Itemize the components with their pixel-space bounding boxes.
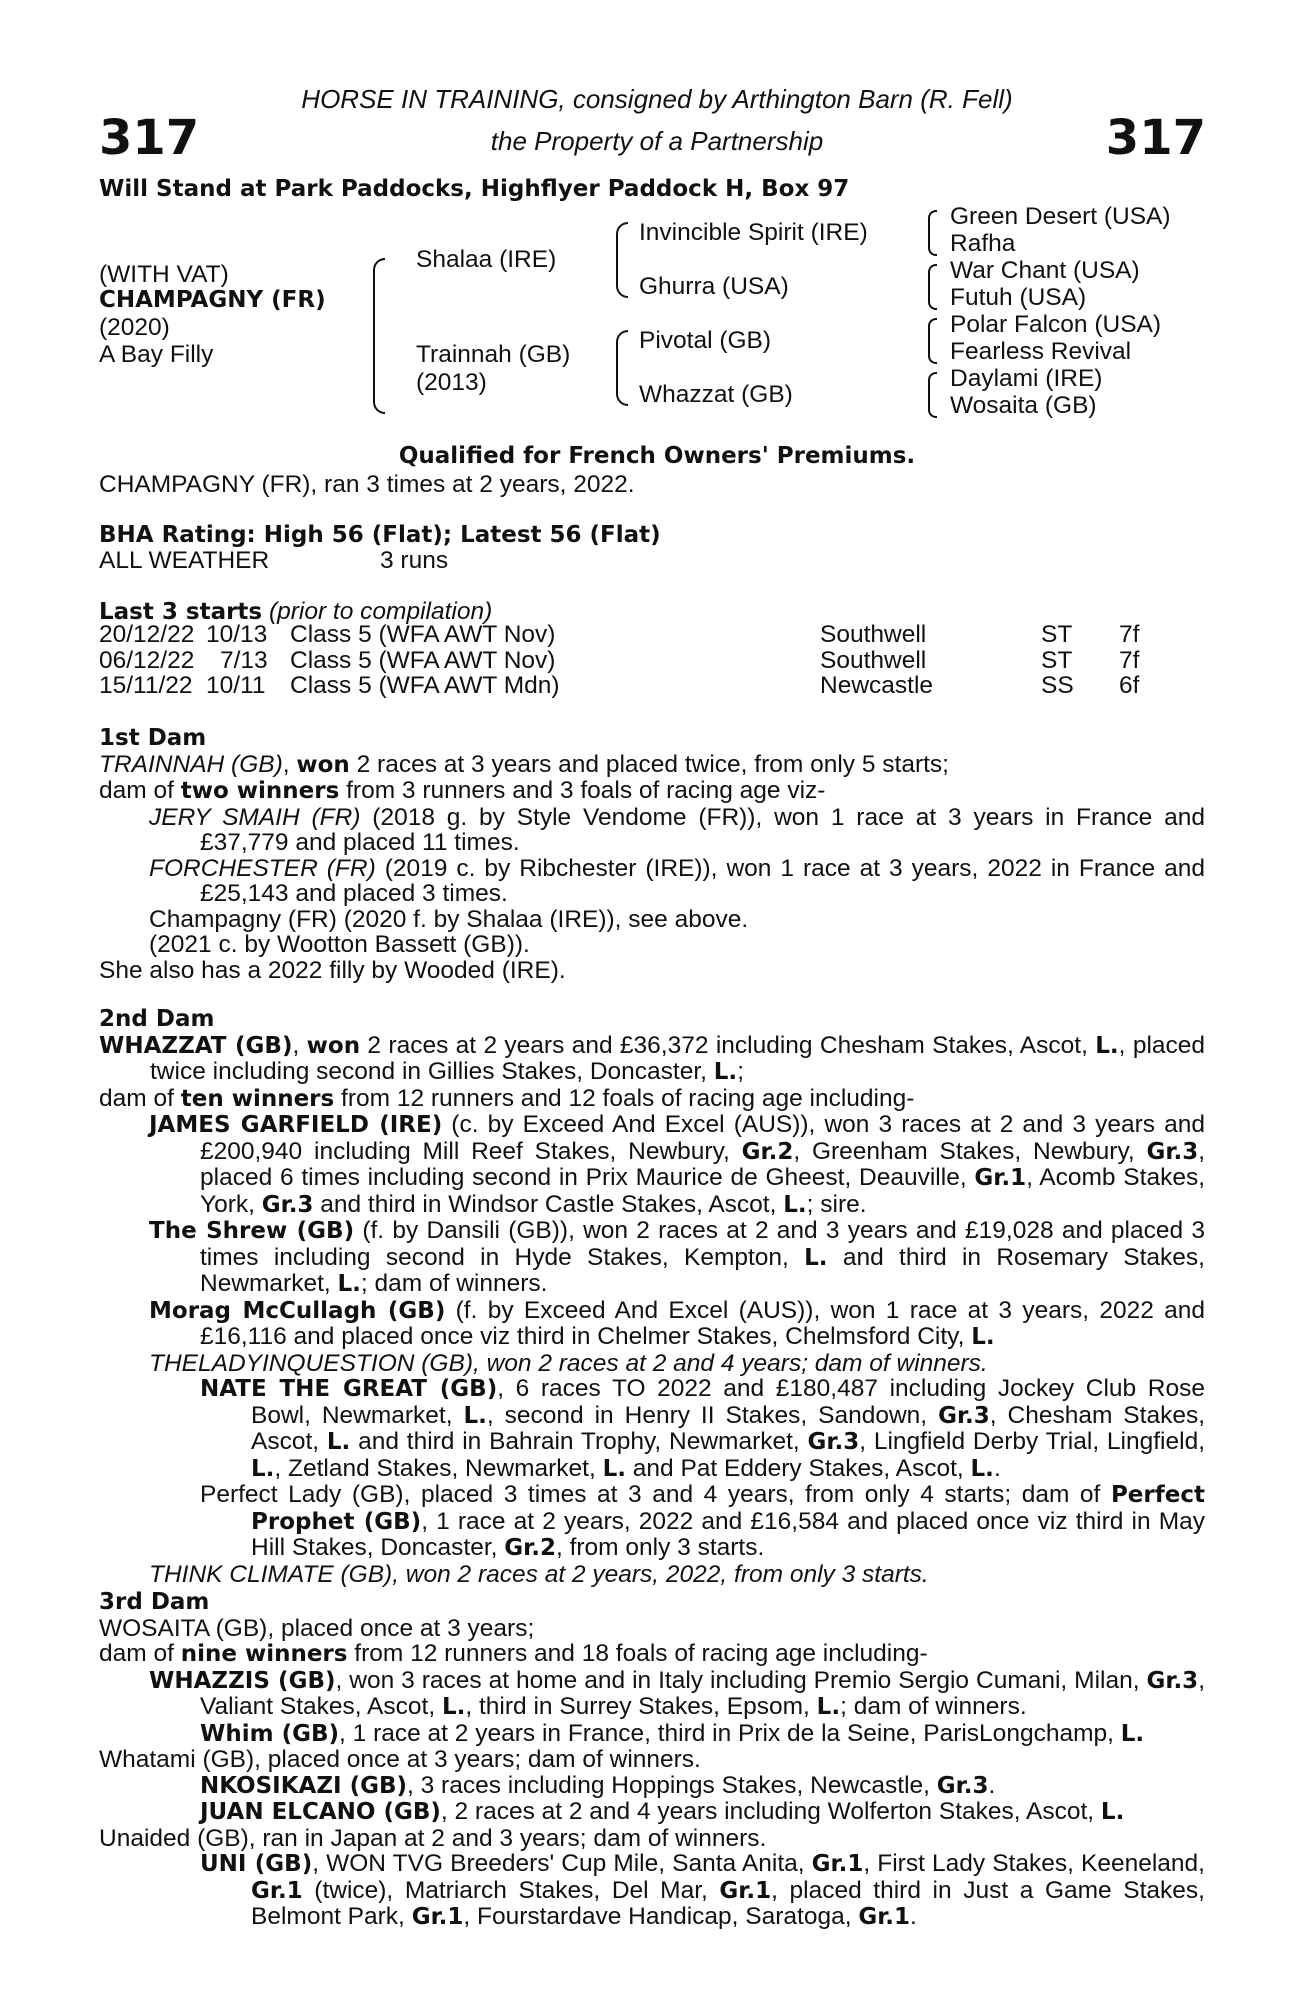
race-summary: CHAMPAGNY (FR), ran 3 times at 2 years, 2022. (99, 471, 635, 498)
horse-name: CHAMPAGNY (FR) (99, 287, 326, 313)
dam-produce-summary: dam of two winners from 3 runners and 3 foals of racing age viz- (99, 777, 826, 804)
list-item: UNI (GB), WON TVG Breeders' Cup Mile, Santa Anita, Gr.1, First Lady Stakes, Keeneland, Gr.1 (twice), Matriarch Stakes, Del Mar, Gr.1, placed third in Just a Game Stakes, Belmont Park, Gr.1, Fourstardave Handicap, Saratoga, Gr.1. (200, 1850, 1205, 1930)
brace-g4 (928, 372, 937, 418)
first-dam-section (99, 726, 1205, 983)
brace-g1 (928, 210, 937, 256)
granddam-1: Rafha (950, 230, 1016, 257)
list-item: Whim (GB), 1 race at 2 years in France, third in Prix de la Seine, ParisLongchamp, L. (200, 1719, 1145, 1747)
dam-sire: Pivotal (GB) (639, 327, 772, 354)
sire-name: Shalaa (IRE) (416, 246, 557, 273)
surface-label: ALL WEATHER (99, 547, 270, 574)
list-item: THINK CLIMATE (GB), won 2 races at 2 years, 2022, from only 3 starts. (149, 1560, 929, 1588)
lot-number-left: 317 (99, 110, 200, 166)
dam-record: TRAINNAH (GB), won 2 races at 3 years and placed twice, from only 5 starts; (99, 750, 949, 778)
sire-dam: Ghurra (USA) (639, 273, 789, 300)
brace-g2 (928, 264, 937, 310)
horse-description: A Bay Filly (99, 341, 214, 368)
table-row: 15/11/22 10/11 Class 5 (WFA AWT Mdn) Newcastle SS 6f (99, 672, 1140, 699)
lot-number-right: 317 (1105, 110, 1206, 166)
dam-record: WHAZZAT (GB), won 2 races at 2 years and £36,372 including Chesham Stakes, Ascot, L., placed twice including second in Gillies Stakes, Doncaster, L.; (99, 1031, 1206, 1085)
list-item: FORCHESTER (FR) (2019 c. by Ribchester (IRE)), won 1 race at 3 years, 2022 in France and £25,143 and placed 3 times. (149, 854, 1205, 907)
granddam-2: Futuh (USA) (950, 284, 1087, 311)
second-dam-section (99, 1007, 1205, 1587)
list-item: (2021 c. by Wootton Bassett (GB)). (149, 931, 530, 958)
list-item: NATE THE GREAT (GB), 6 races TO 2022 and £180,487 including Jockey Club Rose Bowl, Newmarket, L., second in Henry II Stakes, Sandown, Gr.3, Chesham Stakes, Ascot, L. and third in Bahrain Trophy, Newmarket, Gr.3, Lingfield Derby Trial, Lingfield, L., Zetland Stakes, Newmarket, L. and Pat Eddery Stakes, Ascot, L.. (200, 1375, 1206, 1482)
sire-sire: Invincible Spirit (IRE) (639, 219, 868, 246)
section-heading: 1st Dam (99, 725, 207, 751)
list-item: The Shrew (GB) (f. by Dansili (GB)), won 2 races at 2 and 3 years and £19,028 and placed 3 times including second in Hyde Stakes, Kempton, L. and third in Rosemary Stakes, Newmarket, L.; dam of winners. (149, 1217, 1205, 1297)
list-item: JUAN ELCANO (GB), 2 races at 2 and 4 years including Wolferton Stakes, Ascot, L. (200, 1798, 1125, 1825)
dam-name: Trainnah (GB) (416, 341, 571, 368)
dam-brace (616, 330, 628, 406)
list-item: Perfect Lady (GB), placed 3 times at 3 and 4 years, from only 4 starts; dam of Perfect Prophet (GB), 1 race at 2 years, 2022 and £16,584 and placed once viz third in May Hill Stakes, Doncaster, Gr.2, from only 3 starts. (200, 1481, 1206, 1561)
dam-produce-summary: dam of ten winners from 12 runners and 12 foals of racing age including- (99, 1084, 915, 1112)
grandsire-4: Daylami (IRE) (950, 365, 1103, 392)
section-heading: 2nd Dam (99, 1006, 215, 1032)
third-dam-section (99, 1590, 1205, 1931)
list-item: WHAZZIS (GB), won 3 races at home and in Italy including Premio Sergio Cumani, Milan, Gr.3, Valiant Stakes, Ascot, L., third in Surrey Stakes, Epsom, L.; dam of winners. (149, 1666, 1205, 1720)
list-item: THELADYINQUESTION (GB), won 2 races at 2 and 4 years; dam of winners. (149, 1349, 988, 1377)
property-line: the Property of a Partnership (490, 126, 824, 156)
bha-rating: BHA Rating: High 56 (Flat); Latest 56 (Flat) (99, 522, 661, 548)
grandsire-2: War Chant (USA) (950, 257, 1140, 284)
horse-year: (2020) (99, 314, 170, 341)
pedigree-brace (373, 258, 385, 414)
dam-produce-summary: dam of nine winners from 12 runners and 18 foals of racing age including- (99, 1640, 928, 1667)
sire-brace (616, 222, 628, 298)
brace-g3 (928, 318, 937, 364)
dam-dam: Whazzat (GB) (639, 381, 793, 408)
list-item: Champagny (FR) (2020 f. by Shalaa (IRE)), see above. (149, 905, 749, 933)
section-heading: 3rd Dam (99, 1589, 210, 1615)
list-item: NKOSIKAZI (GB), 3 races including Hoppings Stakes, Newcastle, Gr.3. (200, 1771, 996, 1799)
list-item: Whatami (GB), placed once at 3 years; dam of winners. (99, 1746, 701, 1773)
list-item: JAMES GARFIELD (IRE) (c. by Exceed And Excel (AUS)), won 3 races at 2 and 3 years and £200,940 including Mill Reef Stakes, Newbury, Gr.2, Greenham Stakes, Newbury, Gr.3, placed 6 times including second in Prix Maurice de Gheest, Deauville, Gr.1, Acomb Stakes, York, Gr.3 and third in Windsor Castle Stakes, Ascot, L.; sire. (149, 1111, 1206, 1218)
list-item: Unaided (GB), ran in Japan at 2 and 3 years; dam of winners. (99, 1824, 767, 1852)
last-starts-table (99, 622, 1209, 699)
granddam-3: Fearless Revival (950, 338, 1132, 365)
list-item: JERY SMAIH (FR) (2018 g. by Style Vendome (FR)), won 1 race at 3 years in France and £37,779 and placed 11 times. (149, 803, 1205, 856)
grandsire-1: Green Desert (USA) (950, 203, 1171, 230)
last-starts-heading: Last 3 starts (prior to compilation) (99, 598, 493, 625)
list-item: She also has a 2022 filly by Wooded (IRE). (99, 956, 566, 984)
consignor-line: HORSE IN TRAINING, consigned by Arthington Barn (R. Fell) (301, 84, 1013, 114)
vat-status: (WITH VAT) (99, 261, 229, 288)
grandsire-3: Polar Falcon (USA) (950, 311, 1162, 338)
granddam-4: Wosaita (GB) (950, 392, 1097, 419)
dam-year: (2013) (416, 369, 487, 396)
table-row: 06/12/22 7/13 Class 5 (WFA AWT Nov) Southwell ST 7f (99, 646, 1140, 674)
list-item: Morag McCullagh (GB) (f. by Exceed And Excel (AUS)), won 1 race at 3 years, 2022 and £16,116 and placed once viz third in Chelmer Stakes, Chelmsford City, L. (149, 1296, 1205, 1350)
surface-runs: 3 runs (380, 547, 449, 574)
stabling-location: Will Stand at Park Paddocks, Highflyer Paddock H, Box 97 (99, 176, 850, 202)
premium-qualification: Qualified for French Owners' Premiums. (398, 443, 916, 469)
dam-record: WOSAITA (GB), placed once at 3 years; (99, 1614, 535, 1642)
table-row: 20/12/22 10/13 Class 5 (WFA AWT Nov) Southwell ST 7f (99, 621, 1140, 648)
